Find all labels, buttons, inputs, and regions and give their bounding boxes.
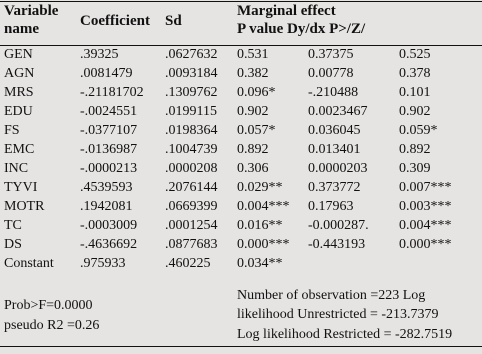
row-p-value: 0.034** xyxy=(237,256,283,271)
row-pz: 0.892 xyxy=(399,142,431,157)
row-name: EDU xyxy=(4,104,33,119)
row-sd: .0001254 xyxy=(165,218,218,233)
row-coefficient: -.0136987 xyxy=(80,142,138,157)
header-variable-line1: Variable xyxy=(4,3,59,19)
row-p-value: 0.096* xyxy=(237,85,276,100)
row-coefficient: -.21181702 xyxy=(80,85,144,100)
row-p-value: 0.000*** xyxy=(237,237,290,252)
row-dydx: 0.013401 xyxy=(308,142,361,157)
row-sd: .0093184 xyxy=(165,66,218,81)
row-pz: 0.003*** xyxy=(399,199,452,214)
row-coefficient: -.0003009 xyxy=(80,218,138,233)
top-rule xyxy=(0,1,482,2)
row-sd: .1004739 xyxy=(165,142,218,157)
row-p-value: 0.029** xyxy=(237,180,283,195)
row-dydx: -.210488 xyxy=(308,85,359,100)
row-name: TYVI xyxy=(4,180,38,195)
row-dydx: -0.443193 xyxy=(308,237,366,252)
row-pz: 0.902 xyxy=(399,104,431,119)
likelihood-unrestricted-stat: likelihood Unrestricted = -213.7379 xyxy=(237,307,439,322)
row-p-value: 0.016** xyxy=(237,218,283,233)
row-coefficient: .39325 xyxy=(80,47,119,62)
row-dydx: 0.0000203 xyxy=(308,161,368,176)
row-dydx: 0.37375 xyxy=(308,47,354,62)
row-p-value: 0.004*** xyxy=(237,199,290,214)
prob-f-stat: Prob>F=0.0000 xyxy=(4,298,93,313)
row-coefficient: -.4636692 xyxy=(80,237,138,252)
row-coefficient: .975933 xyxy=(80,256,126,271)
row-pz: 0.000*** xyxy=(399,237,452,252)
row-p-value: 0.902 xyxy=(237,104,269,119)
row-pz: 0.525 xyxy=(399,47,431,62)
row-name: GEN xyxy=(4,47,33,62)
row-dydx: 0.17963 xyxy=(308,199,354,214)
row-pz: 0.101 xyxy=(399,85,431,100)
row-name: Constant xyxy=(4,256,54,271)
header-marginal-line1: Marginal effect xyxy=(237,3,336,19)
row-p-value: 0.531 xyxy=(237,47,269,62)
row-name: DS xyxy=(4,237,22,252)
header-sd: Sd xyxy=(165,13,182,29)
row-coefficient: -.0377107 xyxy=(80,123,138,138)
row-dydx: 0.036045 xyxy=(308,123,361,138)
row-name: TC xyxy=(4,218,22,233)
row-name: AGN xyxy=(4,66,35,81)
observations-stat: Number of observation =223 Log xyxy=(237,288,426,303)
row-pz: 0.309 xyxy=(399,161,431,176)
likelihood-restricted-stat: Log likelihood Restricted = -282.7519 xyxy=(237,327,453,342)
row-sd: .1309762 xyxy=(165,85,218,100)
row-name: MOTR xyxy=(4,199,45,214)
row-dydx: 0.0023467 xyxy=(308,104,368,119)
row-sd: .0627632 xyxy=(165,47,218,62)
row-sd: .0669399 xyxy=(165,199,218,214)
row-dydx: -0.000287. xyxy=(308,218,369,233)
row-pz: 0.059* xyxy=(399,123,438,138)
row-coefficient: .4539593 xyxy=(80,180,133,195)
header-coefficient: Coefficient xyxy=(80,13,150,29)
row-sd: .0000208 xyxy=(165,161,218,176)
row-coefficient: .1942081 xyxy=(80,199,133,214)
row-sd: .0198364 xyxy=(165,123,218,138)
row-coefficient: -.0024551 xyxy=(80,104,138,119)
row-name: MRS xyxy=(4,85,34,100)
row-pz: 0.004*** xyxy=(399,218,452,233)
header-marginal-line2: P value Dy/dx P>/Z/ xyxy=(237,21,366,37)
row-sd: .460225 xyxy=(165,256,211,271)
row-pz: 0.007*** xyxy=(399,180,452,195)
row-pz: 0.378 xyxy=(399,66,431,81)
row-sd: .0199115 xyxy=(165,104,217,119)
row-name: FS xyxy=(4,123,20,138)
row-sd: .2076144 xyxy=(165,180,218,195)
row-coefficient: .0081479 xyxy=(80,66,133,81)
row-p-value: 0.382 xyxy=(237,66,269,81)
row-name: INC xyxy=(4,161,29,176)
row-name: EMC xyxy=(4,142,35,157)
bottom-rule xyxy=(0,346,482,347)
row-sd: .0877683 xyxy=(165,237,218,252)
row-coefficient: -.0000213 xyxy=(80,161,138,176)
header-variable-line2: name xyxy=(4,21,39,37)
row-dydx: 0.373772 xyxy=(308,180,361,195)
row-p-value: 0.892 xyxy=(237,142,269,157)
row-p-value: 0.057* xyxy=(237,123,276,138)
row-p-value: 0.306 xyxy=(237,161,269,176)
row-dydx: 0.00778 xyxy=(308,66,354,81)
pseudo-r2-stat: pseudo R2 =0.26 xyxy=(4,318,100,333)
